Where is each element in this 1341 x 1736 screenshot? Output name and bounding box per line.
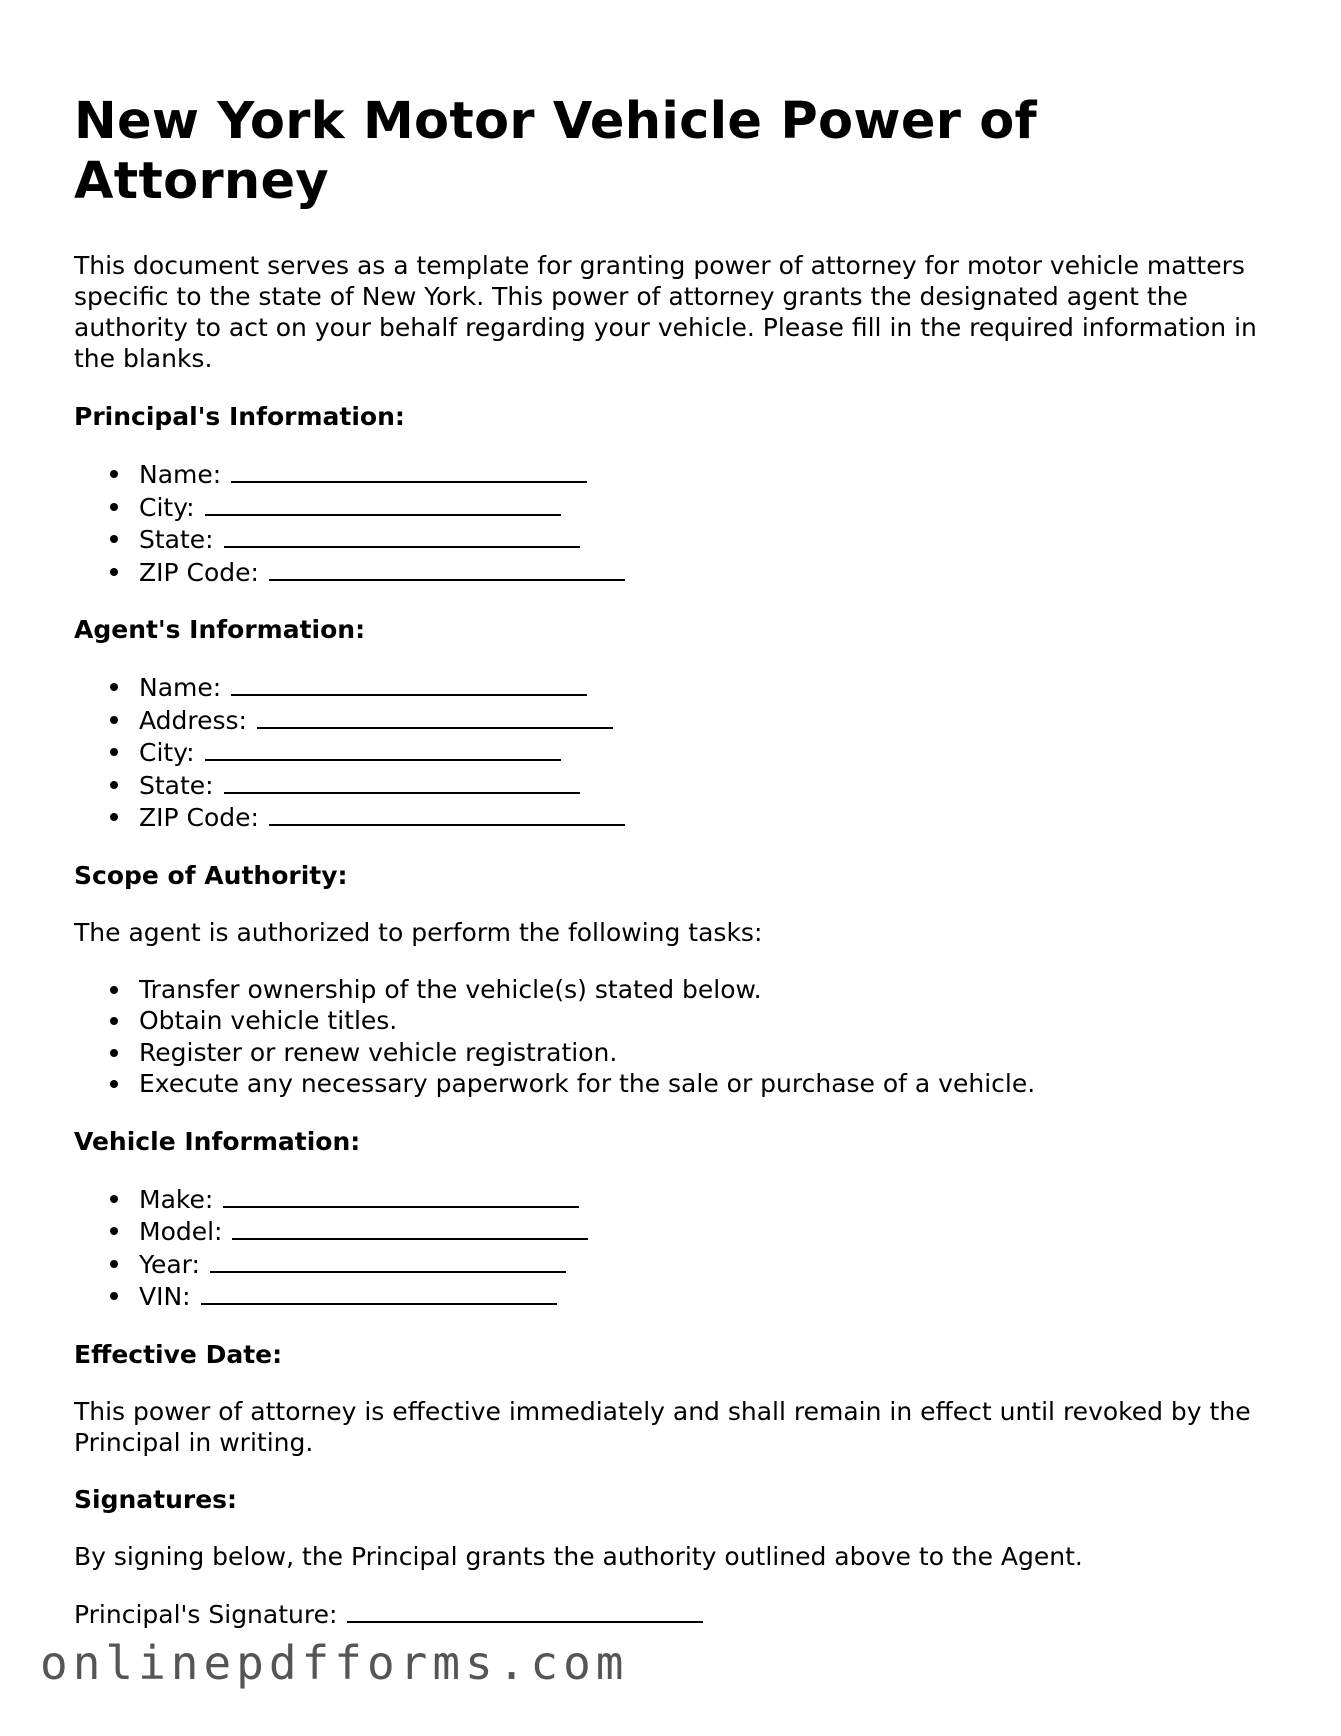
principal-fields (74, 458, 1274, 588)
principal-zip-field: ZIP Code: (139, 556, 1274, 589)
vehicle-vin-field: VIN: (139, 1280, 1274, 1313)
signatures-text: By signing below, the Principal grants the authority outlined above to the Agent. (74, 1541, 1083, 1571)
principal-state-field: State: (139, 523, 1274, 556)
bullet-icon (110, 1195, 118, 1203)
vehicle-model-blank[interactable] (232, 1215, 588, 1240)
watermark: onlinepdfforms.com (40, 1636, 629, 1690)
agent-city-blank[interactable] (205, 736, 561, 761)
principal-city-field: City: (139, 491, 1274, 524)
bullet-icon (110, 813, 118, 821)
principal-name-blank[interactable] (231, 458, 587, 483)
principal-signature-blank[interactable] (347, 1598, 703, 1623)
vehicle-make-field: Make: (139, 1183, 1274, 1216)
list-item: Execute any necessary paperwork for the sale or purchase of a vehicle. (139, 1068, 1274, 1100)
bullet-icon (110, 535, 118, 543)
agent-address-blank[interactable] (257, 704, 613, 729)
page-title: New York Motor Vehicle Power of Attorney (74, 92, 1038, 211)
bullet-icon (110, 1260, 118, 1268)
principal-heading: Principal's Information: (74, 402, 405, 431)
list-item: Transfer ownership of the vehicle(s) stated below. (139, 974, 1274, 1006)
bullet-icon (110, 781, 118, 789)
vehicle-year-field: Year: (139, 1248, 1274, 1281)
bullet-icon (110, 568, 118, 576)
signatures-heading: Signatures: (74, 1484, 238, 1514)
agent-state-blank[interactable] (224, 769, 580, 794)
bullet-icon (110, 1049, 118, 1057)
agent-zip-blank[interactable] (269, 801, 625, 826)
bullet-icon (110, 470, 118, 478)
scope-heading: Scope of Authority: (74, 860, 348, 890)
bullet-icon (110, 1017, 118, 1025)
list-item: Obtain vehicle titles. (139, 1005, 1274, 1037)
agent-name-blank[interactable] (231, 671, 587, 696)
agent-heading: Agent's Information: (74, 615, 366, 644)
bullet-icon (110, 716, 118, 724)
agent-address-field: Address: (139, 704, 1274, 737)
scope-tasks (74, 974, 1274, 1100)
bullet-icon (110, 1292, 118, 1300)
bullet-icon (110, 986, 118, 994)
bullet-icon (110, 683, 118, 691)
document-page (74, 92, 1274, 1630)
agent-city-field: City: (139, 736, 1274, 769)
intro-paragraph: This document serves as a template for granting power of attorney for motor vehicle matters specific to the state of New York. This power of attorney grants the designated agent the authority to act on your behalf regarding your vehicle. Please fill in the required information in the blanks. (74, 251, 1257, 373)
agent-fields (74, 671, 1274, 834)
agent-name-field: Name: (139, 671, 1274, 704)
bullet-icon (110, 1227, 118, 1235)
vehicle-heading: Vehicle Information: (74, 1126, 361, 1156)
vehicle-year-blank[interactable] (210, 1248, 566, 1273)
bullet-icon (110, 748, 118, 756)
principal-city-blank[interactable] (205, 491, 561, 516)
effective-heading: Effective Date: (74, 1339, 283, 1369)
list-item: Register or renew vehicle registration. (139, 1037, 1274, 1069)
principal-zip-blank[interactable] (269, 556, 625, 581)
principal-signature-line: Principal's Signature: (74, 1598, 1274, 1630)
bullet-icon (110, 503, 118, 511)
principal-state-blank[interactable] (224, 523, 580, 548)
agent-state-field: State: (139, 769, 1274, 802)
vehicle-fields (74, 1183, 1274, 1313)
scope-lead: The agent is authorized to perform the following tasks: (74, 917, 763, 947)
effective-text: This power of attorney is effective immediately and shall remain in effect until revoked by the Principal in writing. (74, 1396, 1251, 1457)
bullet-icon (110, 1080, 118, 1088)
vehicle-make-blank[interactable] (223, 1183, 579, 1208)
principal-name-field: Name: (139, 458, 1274, 491)
vehicle-vin-blank[interactable] (201, 1280, 557, 1305)
vehicle-model-field: Model: (139, 1215, 1274, 1248)
agent-zip-field: ZIP Code: (139, 801, 1274, 834)
